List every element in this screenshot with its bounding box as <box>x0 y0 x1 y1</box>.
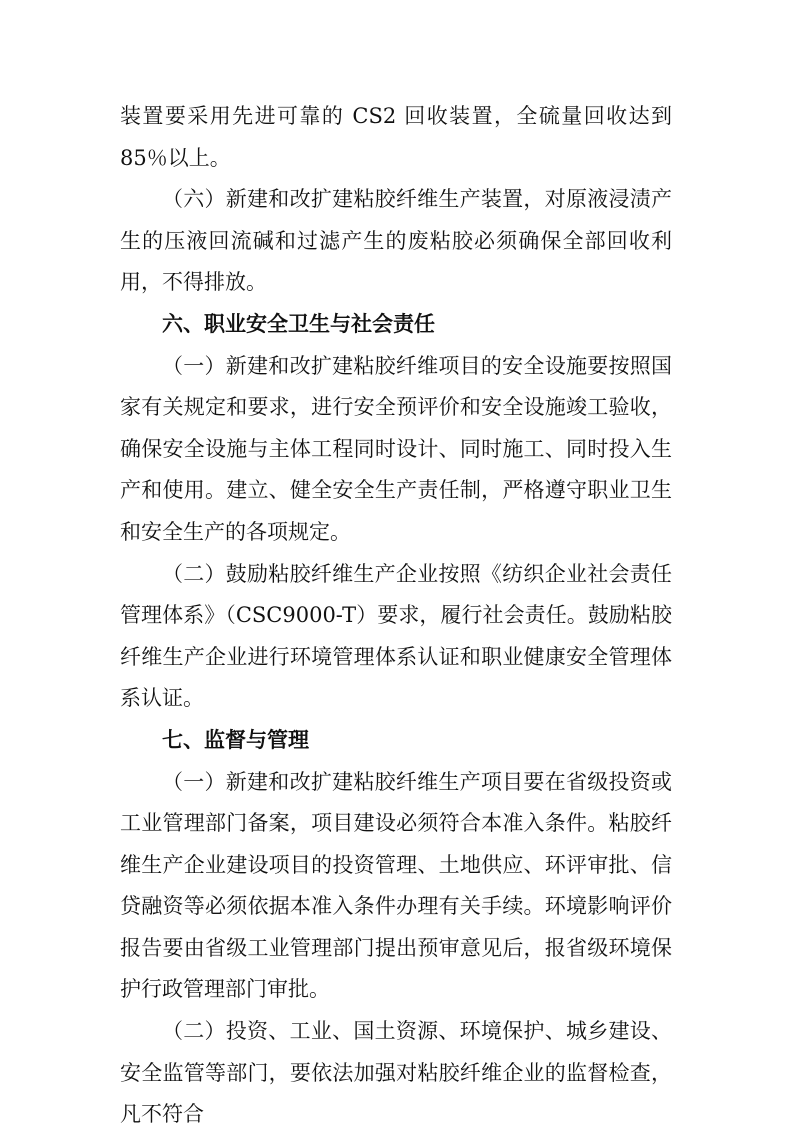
paragraph-item-2-responsibility: （二）鼓励粘胶纤维生产企业按照《纺织企业社会责任管理体系》（CSC9000-T）要求，履行社会责任。鼓励粘胶纤维生产企业进行环境管理体系认证和职业健康安全管理体系认证。 <box>120 561 672 711</box>
document-page <box>120 96 672 1136</box>
paragraph-continuation: 装置要采用先进可靠的 CS2 回收装置，全硫量回收达到 85％以上。 <box>120 104 672 170</box>
section-heading-6: 六、职业安全卫生与社会责任 <box>162 311 435 336</box>
paragraph-item-2-inspection: （二）投资、工业、国土资源、环境保护、城乡建设、安全监管等部门，要依法加强对粘胶纤维企业的监督检查，凡不符合 <box>120 1019 672 1127</box>
paragraph-item-1-supervision: （一）新建和改扩建粘胶纤维生产项目要在省级投资或工业管理部门备案，项目建设必须符合本准入条件。粘胶纤维生产企业建设项目的投资管理、土地供应、环评审批、信贷融资等必须依据本准入条件办理有关手续。环境影响评价报告要由省级工业管理部门提出预审意见后，报省级环境保护行政管理部门审批。 <box>120 769 672 1002</box>
paragraph-item-6: （六）新建和改扩建粘胶纤维生产装置，对原液浸渍产生的压液回流碱和过滤产生的废粘胶必须确保全部回收利用，不得排放。 <box>120 187 672 295</box>
section-heading-7: 七、监督与管理 <box>162 727 309 752</box>
paragraph-item-1-safety: （一）新建和改扩建粘胶纤维项目的安全设施要按照国家有关规定和要求，进行安全预评价和安全设施竣工验收，确保安全设施与主体工程同时设计、同时施工、同时投入生产和使用。建立、健全安全生产责任制，严格遵守职业卫生和安全生产的各项规定。 <box>120 353 672 544</box>
